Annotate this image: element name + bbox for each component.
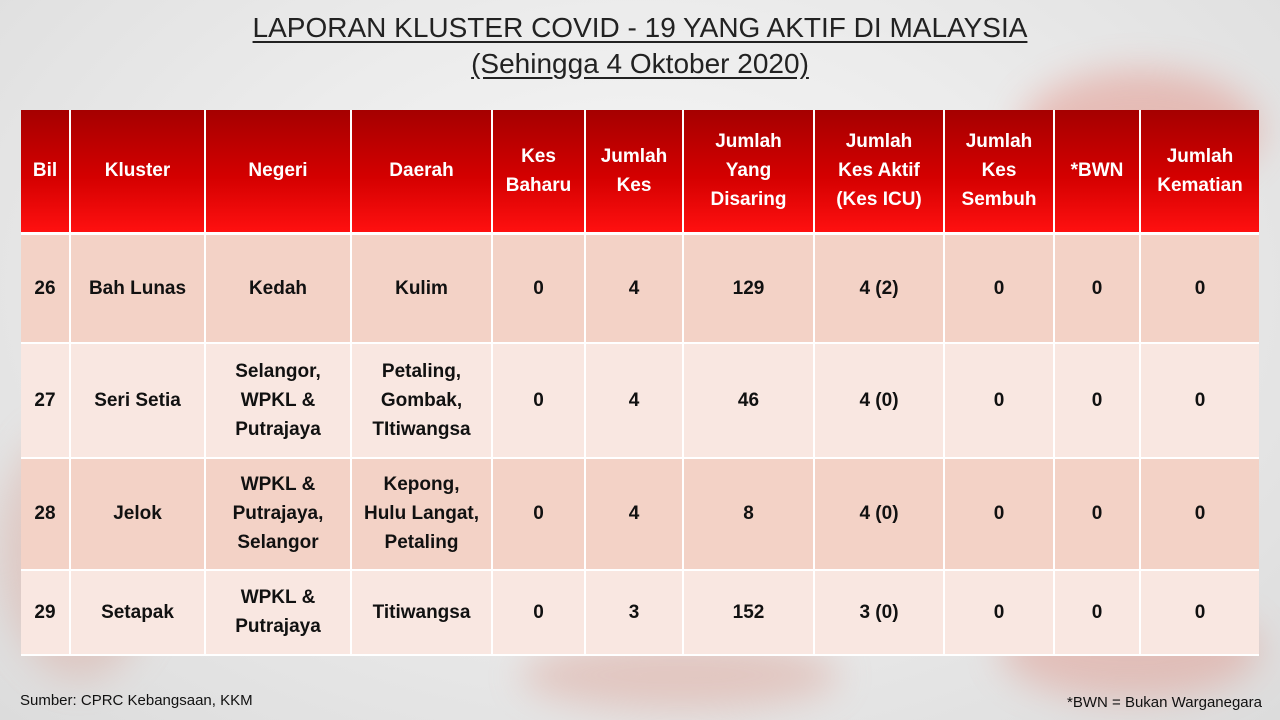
cell-kematian: 0 [1140, 570, 1259, 655]
cell-text-line: Selangor, [235, 360, 321, 382]
cell-jumlah-kes: 4 [585, 458, 683, 570]
cell-disaring: 8 [683, 458, 814, 570]
cell-text-line: Titiwangsa [372, 601, 471, 623]
page-title [0, 10, 1280, 82]
bwn-legend-note: *BWN = Bukan Warganegara [1067, 694, 1262, 711]
header-text: Sembuh [961, 189, 1037, 211]
cell-text-line: WPKL & [240, 474, 316, 496]
cell-text-line: Putrajaya, [232, 503, 324, 525]
cell-bwn: 0 [1054, 570, 1140, 655]
header-text: Kes [981, 160, 1017, 182]
cell-text-line: TItiwangsa [372, 418, 471, 440]
cell-kematian: 0 [1140, 233, 1259, 343]
header-text: Kematian [1157, 174, 1243, 196]
header-text: Kes Aktif [838, 160, 920, 182]
cell-bwn: 0 [1054, 233, 1140, 343]
header-text: Kluster [104, 160, 171, 182]
cell-text-line: Hulu Langat, [363, 503, 480, 525]
header-text: Jumlah [965, 131, 1033, 153]
cell-jumlah-kes: 3 [585, 570, 683, 655]
cell-daerah [351, 343, 492, 457]
table-row [21, 458, 1259, 570]
header-text: Yang [725, 160, 772, 182]
table-header-row [21, 110, 1259, 233]
cell-text-line: WPKL & [240, 389, 316, 411]
header-text: Bil [32, 160, 58, 182]
cell-text-line: Selangor [237, 532, 319, 554]
header-jumlah-kes [585, 110, 683, 233]
cell-kematian: 0 [1140, 458, 1259, 570]
cluster-table [21, 110, 1259, 656]
cell-text-line: Gombak, [380, 389, 463, 411]
cell-kes-baharu: 0 [492, 343, 585, 457]
title-line-2: (Sehingga 4 Oktober 2020) [471, 48, 809, 79]
header-text: Jumlah [600, 145, 668, 167]
cell-bwn: 0 [1054, 343, 1140, 457]
header-text: Jumlah [1166, 145, 1234, 167]
cell-sembuh: 0 [944, 570, 1054, 655]
cell-sembuh: 0 [944, 233, 1054, 343]
cell-kluster: Jelok [70, 458, 205, 570]
table-row [21, 570, 1259, 655]
header-kes-sembuh [944, 110, 1054, 233]
cell-bil: 29 [21, 570, 70, 655]
header-text: Baharu [505, 174, 572, 196]
cell-negeri [205, 458, 351, 570]
cell-aktif-icu: 4 (2) [814, 233, 944, 343]
cell-disaring: 152 [683, 570, 814, 655]
title-line-1: LAPORAN KLUSTER COVID - 19 YANG AKTIF DI MALAYSIA [252, 12, 1028, 43]
table-body [21, 233, 1259, 655]
cell-jumlah-kes: 4 [585, 233, 683, 343]
header-text: Jumlah [845, 131, 913, 153]
cell-text-line: Kulim [395, 277, 448, 299]
cell-text-line: Petaling [384, 532, 459, 554]
cell-bil: 28 [21, 458, 70, 570]
cell-kluster: Setapak [70, 570, 205, 655]
cell-negeri [205, 343, 351, 457]
cell-kes-baharu: 0 [492, 458, 585, 570]
header-text: Negeri [248, 160, 308, 182]
cell-daerah [351, 233, 492, 343]
header-text: Daerah [389, 160, 454, 182]
header-kematian [1140, 110, 1259, 233]
cell-kes-baharu: 0 [492, 233, 585, 343]
cell-text-line: Kedah [248, 277, 308, 299]
header-kes-aktif-icu [814, 110, 944, 233]
header-text: (Kes ICU) [836, 189, 922, 211]
header-bil [21, 110, 70, 233]
header-text: Kes [521, 145, 556, 167]
cell-text-line: Putrajaya [235, 616, 321, 638]
header-text: Kes [616, 174, 652, 196]
header-negeri [205, 110, 351, 233]
cell-negeri [205, 233, 351, 343]
cell-sembuh: 0 [944, 458, 1054, 570]
cell-jumlah-kes: 4 [585, 343, 683, 457]
cell-text-line: WPKL & [240, 587, 316, 609]
table-row [21, 233, 1259, 343]
table-row [21, 343, 1259, 457]
cell-bil: 27 [21, 343, 70, 457]
header-jumlah-disaring [683, 110, 814, 233]
cell-kematian: 0 [1140, 343, 1259, 457]
cell-disaring: 46 [683, 343, 814, 457]
header-text: *BWN [1070, 160, 1124, 182]
header-kluster [70, 110, 205, 233]
header-kes-baharu [492, 110, 585, 233]
header-text: Disaring [710, 189, 787, 211]
cell-negeri [205, 570, 351, 655]
cell-disaring: 129 [683, 233, 814, 343]
cell-aktif-icu: 4 (0) [814, 343, 944, 457]
cell-bwn: 0 [1054, 458, 1140, 570]
cell-daerah [351, 458, 492, 570]
cell-sembuh: 0 [944, 343, 1054, 457]
cell-daerah [351, 570, 492, 655]
header-bwn [1054, 110, 1140, 233]
cell-text-line: Petaling, [381, 360, 462, 382]
cell-aktif-icu: 4 (0) [814, 458, 944, 570]
header-daerah [351, 110, 492, 233]
source-note: Sumber: CPRC Kebangsaan, KKM [20, 692, 253, 709]
cell-kluster: Seri Setia [70, 343, 205, 457]
cell-aktif-icu: 3 (0) [814, 570, 944, 655]
cell-bil: 26 [21, 233, 70, 343]
cell-kluster: Bah Lunas [70, 233, 205, 343]
cell-text-line: Putrajaya [235, 418, 321, 440]
cell-text-line: Kepong, [383, 474, 460, 496]
cell-kes-baharu: 0 [492, 570, 585, 655]
header-text: Jumlah [715, 131, 782, 153]
